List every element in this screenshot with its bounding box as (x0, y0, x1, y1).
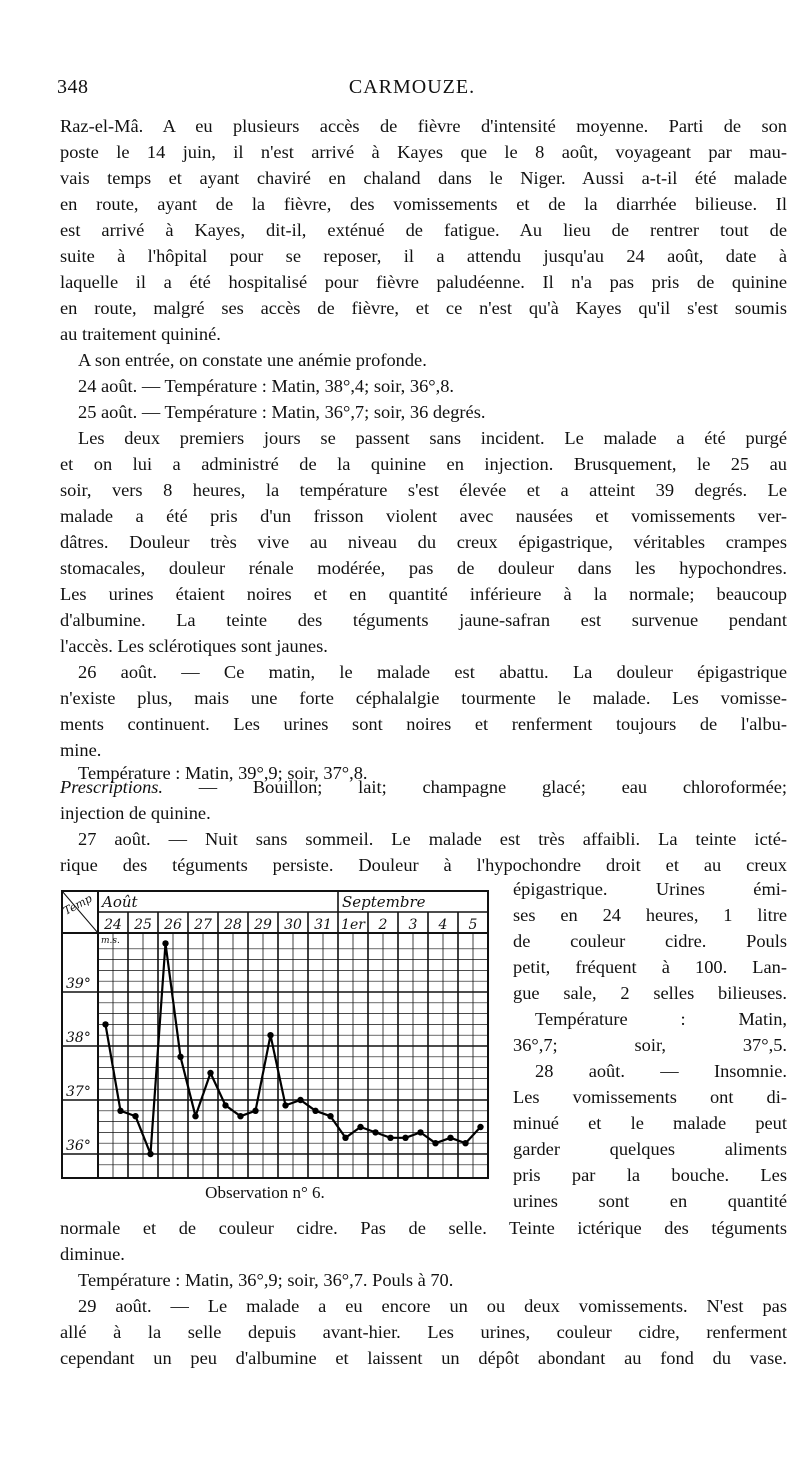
day-label: 31 (314, 917, 332, 933)
day-label: 4 (438, 917, 448, 933)
text-line: allé à la selle depuis avant-hier. Les urines, couleur cidre, renferment (60, 1322, 787, 1342)
text-line: et on lui a administré de la quinine en injection. Brusquement, le 25 au (60, 454, 787, 474)
side-text-line: urines sont en quantité (513, 1191, 787, 1211)
text-line: Les deux premiers jours se passent sans incident. Le malade a été purgé (78, 428, 787, 448)
text-line: Température : Matin, 39°,9; soir, 37°,8. (78, 763, 368, 783)
text-line: ments continuent. Les urines sont noires et renferment toujours de l'albu- (60, 714, 787, 734)
text-line: dâtres. Douleur très vive au niveau du creux épigastrique, véritables crampes (60, 532, 787, 552)
temperature-point (222, 1102, 228, 1108)
temperature-point (177, 1054, 183, 1060)
text-line: 25 août. — Température : Matin, 36°,7; soir, 36 degrés. (78, 402, 486, 422)
text-line: vais temps et ayant chaviré en chaland dans le Niger. Aussi a-t-il été malade (60, 168, 787, 188)
day-label: 24 (104, 917, 122, 933)
text-line: diminue. (60, 1244, 125, 1264)
figure-caption: Observation n° 6. (205, 1183, 325, 1202)
y-tick-label: 39° (66, 976, 91, 992)
day-label: 5 (468, 917, 478, 933)
day-label: 1er (341, 917, 365, 933)
side-text-line: minué et le malade peut (513, 1113, 787, 1133)
text-line: laquelle il a été hospitalisé pour fièvre paludéenne. Il n'a pas pris de quinine (60, 272, 787, 292)
text-line: en route, ayant de la fièvre, des vomissements et de la diarrhée bilieuse. Il (60, 194, 787, 214)
temperature-point (162, 940, 168, 946)
side-text-line: garder quelques aliments (513, 1139, 787, 1159)
side-text-line: Les vomissements ont di- (513, 1087, 787, 1107)
side-text-line: de couleur cidre. Pouls (513, 931, 787, 951)
y-tick-label: 37° (66, 1084, 91, 1100)
temperature-point (102, 1021, 108, 1027)
temperature-point (372, 1129, 378, 1135)
day-label: 27 (194, 917, 212, 933)
temperature-point (207, 1070, 213, 1076)
chart-svg (60, 889, 490, 1189)
temperature-point (387, 1135, 393, 1141)
temperature-chart (60, 889, 490, 1219)
temperature-point (267, 1032, 273, 1038)
day-label: 2 (378, 917, 388, 933)
temperature-point (477, 1124, 483, 1130)
month-label-aout: Août (102, 893, 138, 911)
text-line: n'existe plus, mais une forte céphalalgie tourmente le malade. Les vomisse- (60, 688, 787, 708)
temperature-point (342, 1135, 348, 1141)
side-text-line: 28 août. — Insomnie. (535, 1061, 787, 1081)
text-line: suite à l'hôpital pour se reposer, il a attendu jusqu'au 24 août, date à (60, 246, 787, 266)
text-line: 29 août. — Le malade a eu encore un ou deux vomissements. N'est pas (78, 1296, 787, 1316)
side-text-line: 36°,7; soir, 37°,5. (513, 1035, 787, 1055)
text-line: d'albumine. La teinte des téguments jaune-safran est survenue pendant (60, 610, 787, 630)
temperature-point (462, 1140, 468, 1146)
temperature-point (237, 1113, 243, 1119)
temperature-point (327, 1113, 333, 1119)
corner-label: Temp (61, 891, 95, 918)
day-label: 29 (254, 917, 272, 933)
side-text-line: épigastrique. Urines émi- (513, 879, 787, 899)
temperature-point (132, 1113, 138, 1119)
text-line: en route, malgré ses accès de fièvre, et ce n'est qu'à Kayes qu'il s'est soumis (60, 298, 787, 318)
temperature-point (447, 1135, 453, 1141)
text-line: Température : Matin, 36°,9; soir, 36°,7. Pouls à 70. (78, 1270, 454, 1290)
temperature-point (417, 1129, 423, 1135)
temperature-point (117, 1108, 123, 1114)
text-line: Les urines étaient noires et en quantité inférieure à la normale; beaucoup (60, 584, 787, 604)
day-label: 25 (134, 917, 152, 933)
text-line: injection de quinine. (60, 803, 211, 823)
month-label-septembre: Septembre (342, 893, 426, 911)
side-text-line: Température : Matin, (535, 1009, 787, 1029)
text-line: 27 août. — Nuit sans sommeil. Le malade est très affaibli. La teinte icté- (78, 829, 787, 849)
prescriptions-label: Prescriptions. (60, 777, 164, 797)
text-line: normale et de couleur cidre. Pas de selle. Teinte ictérique des téguments (60, 1218, 787, 1238)
page-header (57, 76, 767, 104)
text-line: stomacales, douleur rénale modérée, pas de douleur dans les hypochondres. (60, 558, 787, 578)
morning-evening-label: m.s. (101, 936, 120, 946)
running-title: CARMOUZE. (348, 76, 476, 98)
day-label: 3 (408, 917, 418, 933)
text-line: l'accès. Les sclérotiques sont jaunes. (60, 636, 328, 656)
side-text-line: ses en 24 heures, 1 litre (513, 905, 787, 925)
temperature-point (312, 1108, 318, 1114)
text-line: cependant un peu d'albumine et laissent un dépôt abondant au fond du vase. (60, 1348, 787, 1368)
day-label: 30 (284, 917, 302, 933)
text-line: A son entrée, on constate une anémie profonde. (78, 350, 427, 370)
text-line: 26 août. — Ce matin, le malade est abattu. La douleur épigastrique (78, 662, 787, 682)
text-line: mine. (60, 740, 102, 760)
text-line: Raz-el-Mâ. A eu plusieurs accès de fièvre d'intensité moyenne. Parti de son (60, 116, 787, 136)
text-line-prescriptions (60, 774, 787, 800)
text-line: est arrivé à Kayes, dit-il, exténué de fatigue. Au lieu de rentrer tout de (60, 220, 787, 240)
temperature-point (252, 1108, 258, 1114)
text-line: soir, vers 8 heures, la température s'est élevée et a atteint 39 degrés. Le (60, 480, 787, 500)
y-tick-label: 38° (66, 1030, 91, 1046)
text-line: poste le 14 juin, il n'est arrivé à Kayes que le 8 août, voyageant par mau- (60, 142, 787, 162)
day-label: 26 (164, 917, 182, 933)
prescriptions-text: — Bouillon; lait; champagne glacé; eau chloroformée; (198, 777, 787, 797)
temperature-point (282, 1102, 288, 1108)
page-number: 348 (57, 76, 89, 98)
temperature-point (432, 1140, 438, 1146)
temperature-point (402, 1135, 408, 1141)
temperature-point (297, 1097, 303, 1103)
text-line: malade a été pris d'un frisson violent avec nausées et vomissements ver- (60, 506, 787, 526)
side-text-line: petit, fréquent à 100. Lan- (513, 957, 787, 977)
temperature-point (192, 1113, 198, 1119)
text-line: au traitement quininé. (60, 324, 221, 344)
side-text-line: pris par la bouche. Les (513, 1165, 787, 1185)
side-text-line: gue sale, 2 selles bilieuses. (513, 983, 787, 1003)
temperature-point (357, 1124, 363, 1130)
y-tick-label: 36° (66, 1138, 91, 1154)
temperature-point (147, 1151, 153, 1157)
text-line: rique des téguments persiste. Douleur à l'hypochondre droit et au creux (60, 855, 787, 875)
day-label: 28 (224, 917, 242, 933)
text-line: 24 août. — Température : Matin, 38°,4; soir, 36°,8. (78, 376, 455, 396)
